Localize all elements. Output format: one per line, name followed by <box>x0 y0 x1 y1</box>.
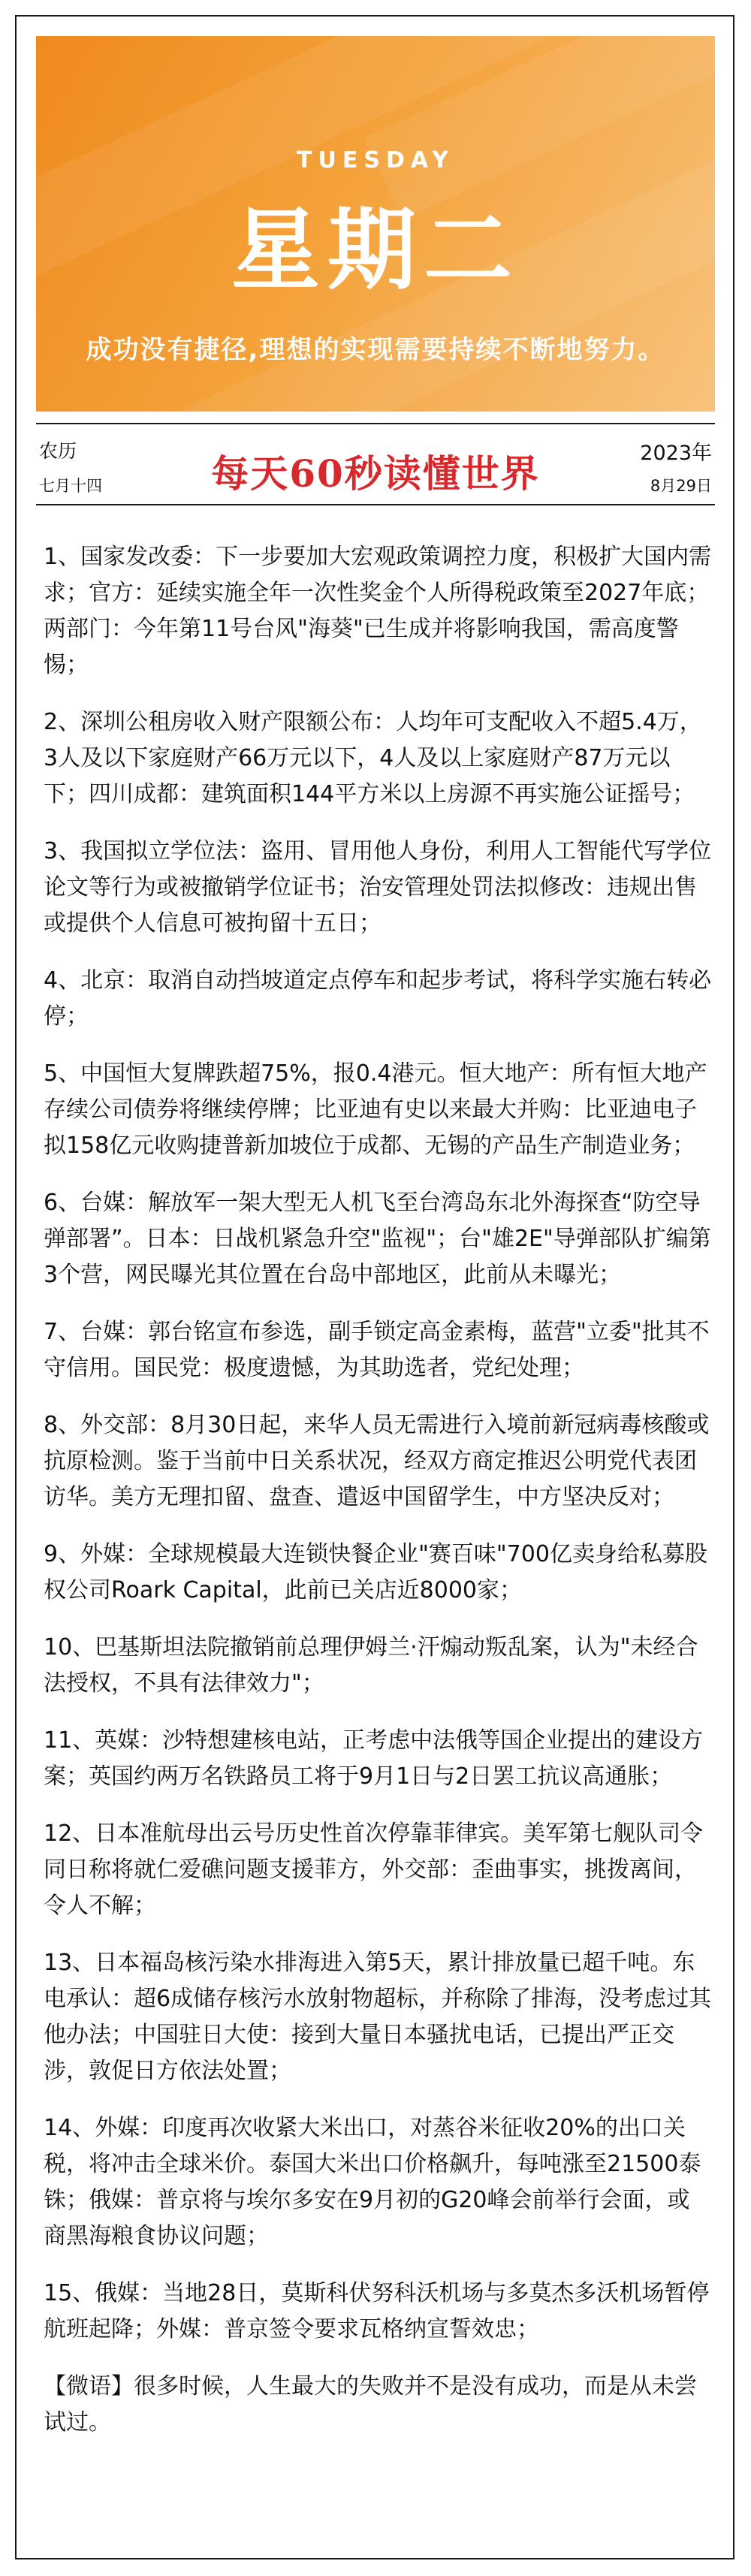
lunar-label: 农历 <box>39 440 77 462</box>
news-item: 6、台媒：解放军一架大型无人机飞至台湾岛东北外海探查“防空导弹部署”。日本：日战机紧急升空"监视"；台"雄2E"导弹部队扩编第3个营，网民曝光其位置在台岛中部地区，此前从未曝光； <box>44 1190 711 1288</box>
news-item: 7、台媒：郭台铭宣布参选，副手锁定高金素梅，蓝营"立委"批其不守信用。国民党：极度遗憾，为其助选者，党纪处理； <box>44 1319 710 1381</box>
month-day: 8月29日 <box>650 477 712 495</box>
headline: 每天60秒读懂世界 <box>211 451 540 496</box>
news-item: 11、英媒：沙特想建核电站，正考虑中法俄等国企业提出的建设方案；英国约两万名铁路员工将于9月1日与2日罢工抗议高通胀； <box>44 1727 704 1790</box>
lunar-date: 七月十四 <box>39 477 102 495</box>
news-item: 12、日本准航母出云号历史性首次停靠菲律宾。美军第七舰队司令同日称将就仁爱礁问题支援菲方，外交部：歪曲事实，挑拨离间，令人不解； <box>44 1820 704 1919</box>
news-item: 3、我国拟立学位法：盗用、冒用他人身份，利用人工智能代写学位论文等行为或被撤销学位证书；治安管理处罚法拟修改：违规出售或提供个人信息可被拘留十五日； <box>44 838 712 937</box>
news-list <box>44 539 712 2462</box>
news-item: 1、国家发改委：下一步要加大宏观政策调控力度，积极扩大国内需求；官方：延续实施全年一次性奖金个人所得税政策至2027年底；两部门：今年第11号台风"海葵"已生成并将影响我国，需高度警惕； <box>44 544 712 678</box>
news-item: 5、中国恒大复牌跌超75%，报0.4港元。恒大地产：所有恒大地产存续公司债券将继续停牌；比亚迪有史以来最大并购：比亚迪电子拟158亿元收购捷普新加坡位于成都、无锡的产品生产制造业务； <box>44 1060 707 1159</box>
news-item: 9、外媒：全球规模最大连锁快餐企业"赛百味"700亿卖身给私募股权公司Roark Capital，此前已关店近8000家； <box>44 1541 707 1603</box>
news-item: 10、巴基斯坦法院撤销前总理伊姆兰·汗煽动叛乱案，认为"未经合法授权，不具有法律效力"； <box>44 1634 698 1697</box>
weekday-english: TUESDAY <box>297 147 454 173</box>
news-item: 2、深圳公租房收入财产限额公布：人均年可支配收入不超5.4万，3人及以下家庭财产66万元以下，4人及以上家庭财产87万元以下；四川成都：建筑面积144平方米以上房源不再实施公证摇号； <box>44 709 702 807</box>
top-rule <box>36 423 715 424</box>
news-item: 13、日本福岛核污染水排海进入第5天，累计排放量已超千吨。东电承认：超6成储存核污水放射物超标，并称除了排海，没考虑过其他办法；中国驻日大使：接到大量日本骚扰电话，已提出严正交涉，敦促日方依法处置； <box>44 1950 712 2084</box>
daily-quote: 【微语】很多时候，人生最大的失败并不是没有成功，而是从未尝试过。 <box>44 2373 697 2436</box>
news-item: 14、外媒：印度再次收紧大米出口，对蒸谷米征收20%的出口关税，将冲击全球米价。泰国大米出口价格飙升，每吨涨至21500泰铢；俄媒：普京将与埃尔多安在9月初的G20峰会前举行会面，或商黑海粮食协议问题； <box>44 2115 701 2249</box>
news-item: 4、北京：取消自动挡坡道定点停车和起步考试，将科学实施右转必停； <box>44 967 712 1030</box>
bottom-rule <box>36 504 715 505</box>
year: 2023年 <box>640 442 712 465</box>
weekday-chinese: 星期二 <box>231 198 520 302</box>
banner-motto: 成功没有捷径,理想的实现需要持续不断地努力。 <box>86 335 665 365</box>
news-item: 15、俄媒：当地28日，莫斯科伏努科沃机场与多莫杰多沃机场暂停航班起降；外媒：普京签令要求瓦格纳宣誓效忠； <box>44 2280 710 2342</box>
header-banner <box>36 36 715 412</box>
date-bar <box>36 423 715 505</box>
news-item: 8、外交部：8月30日起，来华人员无需进行入境前新冠病毒核酸或抗原检测。鉴于当前中日关系状况，经双方商定推迟公明党代表团访华。美方无理扣留、盘查、遣返中国留学生，中方坚决反对； <box>44 1412 710 1510</box>
